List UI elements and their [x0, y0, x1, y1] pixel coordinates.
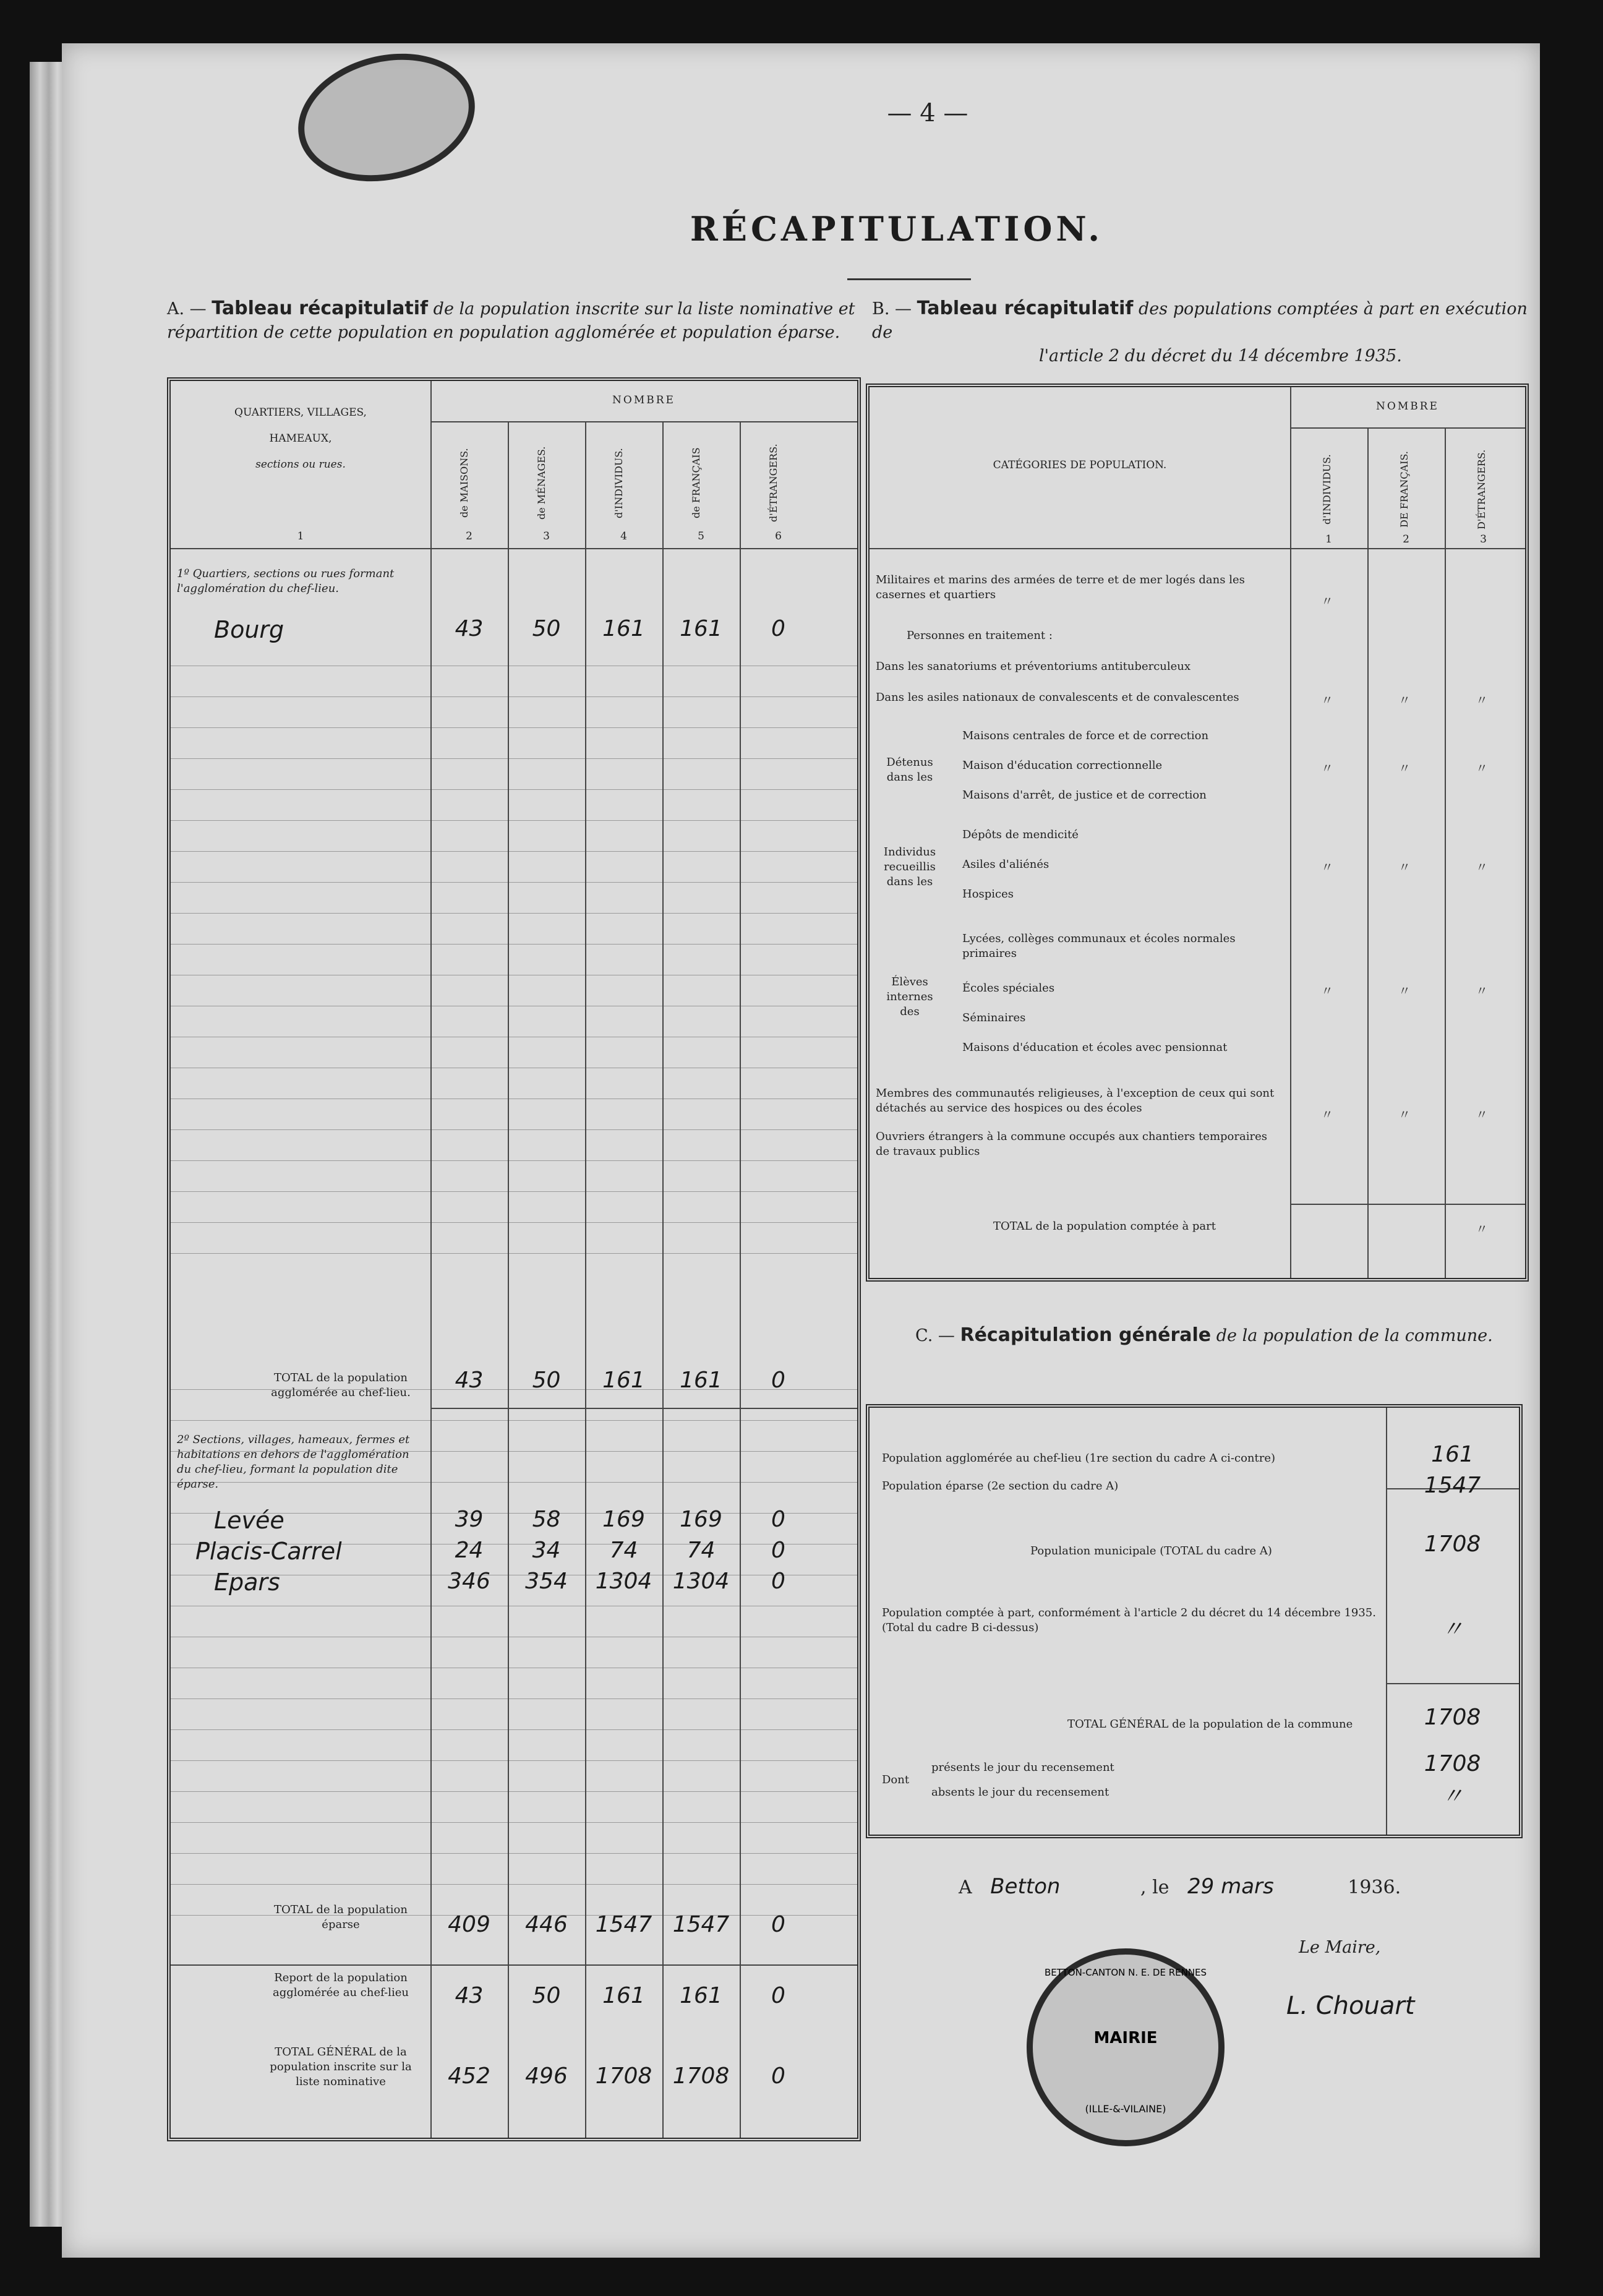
total-general-maisons: 452 [448, 2063, 490, 2089]
village-etrangers: 0 [771, 1538, 785, 1563]
section-a-caption-1: de la population inscrite sur la liste nominative et [428, 299, 855, 319]
empty-mark: 〃 [1476, 693, 1488, 708]
section-b-caption-1: des populations comptées à part en exécution de [872, 299, 1528, 342]
category-row: Dépôts de mendicité [962, 828, 1079, 841]
bourg-menages: 50 [532, 616, 561, 641]
total-eparse-etrangers: 0 [771, 1912, 785, 1937]
village-menages: 354 [525, 1569, 568, 1594]
category-row: Hospices [962, 888, 1014, 901]
recap-value: 1708 [1424, 1751, 1481, 1776]
report-francais: 161 [680, 1983, 722, 2008]
signature-a: A [959, 1877, 972, 1898]
empty-mark: 〃 [1321, 761, 1333, 776]
recap-row: Population éparse (2e section du cadre A) [882, 1480, 1119, 1493]
page-title: RÉCAPITULATION. [690, 209, 1104, 249]
empty-mark: 〃 [1398, 761, 1411, 776]
report-label: Report de la population agglomérée au chef-lieu [273, 1971, 409, 1999]
nombre-header: NOMBRE [1376, 400, 1439, 413]
recap-value: 1708 [1424, 1531, 1481, 1557]
col-number-3: 3 [543, 530, 550, 542]
section-b-prefix: B. — [872, 299, 912, 319]
bourg-francais: 161 [680, 616, 722, 641]
section-c-prefix: C. — [915, 1326, 955, 1345]
mairie-stamp-bottom: (ILLE-&-VILAINE) [1085, 2103, 1166, 2115]
bourg-etrangers: 0 [771, 616, 785, 641]
village-maisons: 24 [455, 1538, 484, 1563]
col-divider [508, 421, 509, 2138]
col-number-2: 2 [466, 530, 472, 542]
category-row: Séminaires [962, 1011, 1026, 1024]
col-individus-header: d'INDIVIDUS. [613, 448, 625, 518]
col-divider [1445, 427, 1446, 1278]
total-rule [1290, 1204, 1525, 1205]
col-menages-header: de MÉNAGES. [536, 446, 547, 520]
mairie-stamp-center: MAIRIE [1093, 2029, 1158, 2047]
bourg-maisons: 43 [455, 616, 484, 641]
dont-label: Dont [882, 1773, 910, 1786]
category-row: Dans les sanatoriums et préventoriums antituberculeux [876, 660, 1191, 673]
col-individus-header: d'INDIVIDUS. [1321, 454, 1333, 525]
total-general-label: TOTAL GÉNÉRAL de la population inscrite sur la liste nominative [270, 2045, 412, 2088]
nombre-rule [1290, 427, 1525, 429]
section-c-caption-text: de la population de la commune. [1211, 1326, 1493, 1345]
col1-header-line3: sections ou rues. [255, 458, 346, 471]
recap-row: absents le jour du recensement [931, 1786, 1109, 1799]
category-row: Maisons d'éducation et écoles avec pensionnat [962, 1041, 1228, 1054]
village-menages: 34 [532, 1538, 561, 1563]
col-number-6: 6 [775, 530, 782, 542]
col1-header-line2: HAMEAUX, [269, 432, 332, 445]
section-c-caption [915, 1324, 1534, 1348]
village-etrangers: 0 [771, 1569, 785, 1594]
village-maisons: 39 [455, 1507, 484, 1532]
total-agglo-individus: 161 [602, 1368, 645, 1393]
total-agglo-menages: 50 [532, 1368, 561, 1393]
village-maisons: 346 [448, 1569, 490, 1594]
col-maisons-header: de MAISONS. [458, 448, 470, 518]
col-number-5: 5 [698, 530, 704, 542]
header-bottom-rule [171, 548, 857, 549]
total-eparse-francais: 1547 [672, 1912, 730, 1937]
total-eparse-individus: 1547 [595, 1912, 652, 1937]
total-agglo-rule [430, 1408, 857, 1409]
section-a-caption [167, 297, 909, 345]
total-agglo-label: TOTAL de la population agglomérée au chef-lieu. [271, 1371, 411, 1399]
group-individus: Individus recueillis dans les [883, 846, 936, 888]
col-divider [662, 421, 664, 2138]
total-general-francais: 1708 [672, 2063, 730, 2089]
total-agglo-etrangers: 0 [771, 1368, 785, 1393]
bourg-individus: 161 [602, 616, 645, 641]
report-menages: 50 [532, 1983, 561, 2008]
col-number-1: 1 [297, 530, 304, 542]
signature-line [959, 1874, 1534, 1911]
signature-le: , le [1140, 1877, 1169, 1898]
empty-mark: 〃 [1321, 860, 1333, 875]
village-name: Placis-Carrel [195, 1538, 342, 1565]
category-row: Maison d'éducation correctionnelle [962, 759, 1163, 772]
village-francais: 169 [680, 1507, 722, 1532]
empty-mark: 〃 [1321, 1107, 1333, 1122]
col-number-1: 1 [1325, 533, 1332, 546]
header-bottom-rule [870, 548, 1525, 549]
village-francais: 74 [686, 1538, 716, 1563]
col-number-2: 2 [1403, 533, 1409, 546]
total-eparse-menages: 446 [525, 1912, 568, 1937]
category-row: Maisons centrales de force et de correction [962, 729, 1209, 742]
total-general-individus: 1708 [595, 2063, 652, 2089]
village-francais: 1304 [672, 1569, 730, 1594]
group-eleves: Élèves internes des [886, 975, 933, 1018]
total-agglo-maisons: 43 [455, 1368, 484, 1393]
signature-date: 29 mars [1187, 1874, 1274, 1899]
bourg-name: Bourg [214, 616, 284, 643]
category-row: Asiles d'aliénés [962, 858, 1049, 871]
table-c [866, 1404, 1523, 1838]
village-menages: 58 [532, 1507, 561, 1532]
recap-value: 1708 [1424, 1705, 1481, 1730]
col-francais-header: DE FRANÇAIS. [1398, 451, 1410, 528]
empty-mark: 〃 [1398, 693, 1411, 708]
recap-row: Population comptée à part, conformément à l'article 2 du décret du 14 décembre 1935. (Total du cadre B ci-dessus) [882, 1606, 1376, 1634]
categories-header: CATÉGORIES DE POPULATION. [993, 459, 1167, 471]
empty-mark: 〃 [1476, 983, 1488, 998]
title-rule [847, 278, 971, 280]
recap-row: Population agglomérée au chef-lieu (1re section du cadre A ci-contre) [882, 1452, 1276, 1465]
empty-mark: 〃 [1476, 761, 1488, 776]
section-2-label: 2º Sections, villages, hameaux, fermes et habitations en dehors de l'agglomération du chef-lieu, formant la population dite éparse. [177, 1433, 410, 1491]
category-total: TOTAL de la population comptée à part [993, 1220, 1216, 1233]
total-eparse-maisons: 409 [448, 1912, 490, 1937]
empty-mark: 〃 [1398, 860, 1411, 875]
report-individus: 161 [602, 1983, 645, 2008]
category-row: Ouvriers étrangers à la commune occupés aux chantiers temporaires de travaux publics [876, 1130, 1267, 1158]
empty-mark: 〃 [1476, 1222, 1488, 1236]
category-row: Maisons d'arrêt, de justice et de correction [962, 789, 1207, 802]
empty-mark: 〃 [1476, 860, 1488, 875]
col-etrangers-header: d'ÉTRANGERS. [767, 443, 779, 523]
village-individus: 169 [602, 1507, 645, 1532]
col-etrangers-header: D'ÉTRANGERS. [1476, 449, 1487, 529]
section-b-caption-2: l'article 2 du décret du 14 décembre 1935. [1039, 346, 1402, 366]
maire-label: Le Maire, [1299, 1938, 1381, 1957]
total-general-menages: 496 [525, 2063, 568, 2089]
category-row: Personnes en traitement : [907, 629, 1053, 642]
col-divider [1290, 387, 1291, 1278]
document-page [62, 43, 1540, 2258]
page-edge [30, 62, 64, 2227]
recap-row: TOTAL GÉNÉRAL de la population de la commune [1067, 1718, 1353, 1731]
col-number-3: 3 [1480, 533, 1487, 546]
col-number-4: 4 [620, 530, 627, 542]
empty-mark: 〃 [1398, 1107, 1411, 1122]
col-divider [430, 381, 432, 2138]
total-general-etrangers: 0 [771, 2063, 785, 2089]
col1-header-line1: QUARTIERS, VILLAGES, [234, 406, 367, 419]
category-row: Dans les asiles nationaux de convalescents et de convalescentes [876, 691, 1239, 704]
page-number: — 4 — [887, 99, 968, 127]
section-a-prefix: A. — [167, 299, 207, 319]
report-etrangers: 0 [771, 1983, 785, 2008]
section-b-heading: Tableau récapitulatif [917, 298, 1134, 319]
col-divider [1367, 427, 1369, 1278]
empty-mark: 〃 [1321, 594, 1333, 609]
empty-mark: 〃 [1321, 693, 1333, 708]
category-row: Écoles spéciales [962, 982, 1055, 995]
empty-mark: 〃 [1398, 983, 1411, 998]
village-name: Levée [214, 1507, 284, 1534]
signature-year: 1936. [1348, 1877, 1401, 1898]
category-row: Lycées, collèges communaux et écoles normales primaires [962, 932, 1236, 960]
signature-place: Betton [990, 1874, 1061, 1899]
total-agglo-francais: 161 [680, 1368, 722, 1393]
nombre-rule [430, 421, 857, 422]
village-individus: 1304 [595, 1569, 652, 1594]
total-eparse-rule [171, 1964, 857, 1966]
maire-signature: L. Chouart [1286, 1992, 1415, 2020]
group-detenus: Détenus dans les [886, 756, 933, 784]
section-a-caption-2: répartition de cette population en population agglomérée et population éparse. [167, 323, 840, 342]
mairie-stamp-outer: BETTON-CANTON N. E. DE RENNES [1044, 1967, 1207, 1978]
report-maisons: 43 [455, 1983, 484, 2008]
recap-row: Population municipale (TOTAL du cadre A) [1030, 1544, 1272, 1557]
mairie-stamp [1027, 1948, 1225, 2146]
village-individus: 74 [609, 1538, 638, 1563]
nombre-header: NOMBRE [612, 394, 675, 406]
table-b [866, 383, 1529, 1282]
section-1-label: 1º Quartiers, sections ou rues formant l'agglomération du chef-lieu. [177, 567, 395, 595]
recap-value: 〃 [1441, 1784, 1464, 1809]
col-divider [585, 421, 586, 2138]
recap-row: présents le jour du recensement [931, 1761, 1114, 1774]
col-divider [740, 421, 741, 2138]
empty-mark: 〃 [1476, 1107, 1488, 1122]
village-name: Epars [214, 1569, 280, 1596]
col-francais-header: de FRANÇAIS [690, 447, 702, 519]
section-a-heading: Tableau récapitulatif [212, 298, 429, 319]
section-c-heading: Récapitulation générale [960, 1324, 1212, 1346]
recap-value: 〃 [1441, 1617, 1464, 1642]
prefecture-stamp [284, 36, 489, 199]
category-row: Membres des communautés religieuses, à l'exception de ceux qui sont détachés au service des hospices ou des écoles [876, 1087, 1275, 1115]
empty-mark: 〃 [1321, 983, 1333, 998]
table-a [167, 377, 861, 2141]
recap-value: 1547 [1424, 1473, 1481, 1498]
recap-value: 161 [1431, 1442, 1474, 1467]
total-eparse-label: TOTAL de la population éparse [274, 1903, 408, 1931]
village-etrangers: 0 [771, 1507, 785, 1532]
section-b-caption [872, 297, 1546, 368]
category-row: Militaires et marins des armées de terre et de mer logés dans les casernes et quartiers [876, 573, 1245, 601]
col1-header [171, 406, 430, 471]
value-rule [1386, 1683, 1519, 1684]
